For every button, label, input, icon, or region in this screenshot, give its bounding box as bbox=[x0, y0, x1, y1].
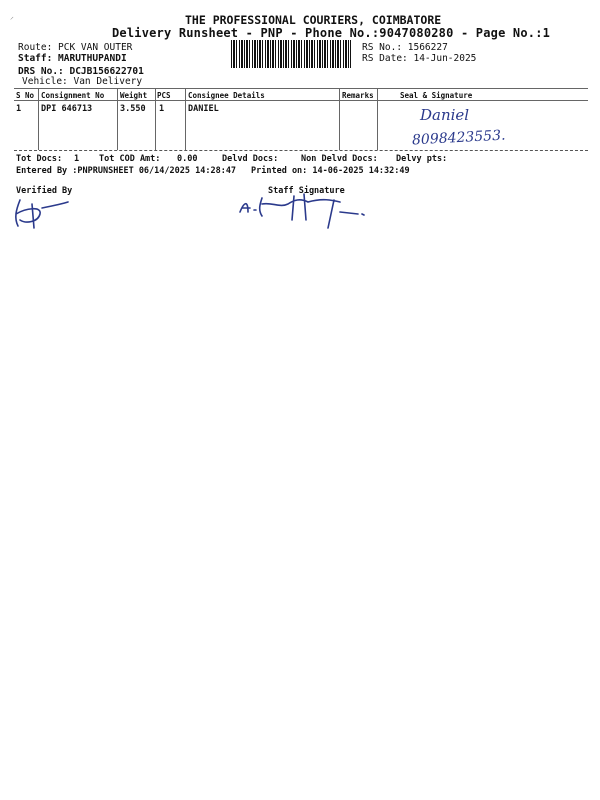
staff-label: Staff: MARUTHUPANDI bbox=[18, 53, 127, 64]
col-divider bbox=[155, 88, 156, 150]
row-consignment: DPI 646713 bbox=[41, 104, 93, 114]
header-pcs: PCS bbox=[157, 91, 171, 100]
verified-by-label: Verified By bbox=[16, 186, 73, 196]
header-weight: Weight bbox=[120, 91, 148, 100]
drs-number: DRS No.: DCJB156622701 bbox=[18, 66, 144, 77]
row-consignee: DANIEL bbox=[188, 104, 219, 114]
tot-cod-label: Tot COD Amt: bbox=[99, 154, 161, 164]
rs-date: RS Date: 14-Jun-2025 bbox=[362, 53, 477, 64]
col-divider bbox=[339, 88, 340, 150]
vehicle-label: Vehicle: Van Delivery bbox=[22, 76, 143, 87]
stray-mark: ⸝ bbox=[10, 12, 14, 21]
header-seal: Seal & Signature bbox=[400, 91, 473, 100]
entered-by: Entered By :PNPRUNSHEET 06/14/2025 14:28:47 bbox=[16, 166, 237, 176]
col-divider bbox=[38, 88, 39, 150]
printed-on: Printed on: 14-06-2025 14:32:49 bbox=[251, 166, 410, 176]
col-divider bbox=[185, 88, 186, 150]
handwritten-phone: 8098423553. bbox=[411, 127, 506, 149]
rs-number: RS No.: 1566227 bbox=[362, 42, 448, 53]
row-weight: 3.550 bbox=[120, 104, 146, 114]
staff-signature bbox=[236, 190, 376, 235]
barcode bbox=[231, 40, 351, 68]
runsheet-title: Delivery Runsheet - PNP - Phone No.:9047080280 - Page No.:1 bbox=[112, 26, 551, 40]
tot-cod-value: 0.00 bbox=[177, 154, 198, 164]
row-sno: 1 bbox=[16, 104, 22, 114]
verified-signature bbox=[12, 196, 82, 236]
col-divider bbox=[117, 88, 118, 150]
table-header-line bbox=[14, 100, 588, 101]
header-sno: S No bbox=[16, 91, 35, 100]
delvy-pts: Delvy pts: bbox=[396, 154, 448, 164]
tot-docs-label: Tot Docs: bbox=[16, 154, 63, 164]
table-top-line bbox=[14, 88, 588, 89]
header-consignee: Consignee Details bbox=[188, 91, 265, 100]
header-remarks: Remarks bbox=[342, 91, 374, 100]
company-title: THE PROFESSIONAL COURIERS, COIMBATORE bbox=[185, 13, 442, 27]
non-delvd-docs: Non Delvd Docs: bbox=[301, 154, 378, 164]
route-label: Route: PCK VAN OUTER bbox=[18, 42, 133, 53]
delvd-docs: Delvd Docs: bbox=[222, 154, 279, 164]
header-consignment: Consignment No bbox=[41, 91, 105, 100]
handwritten-name: Daniel bbox=[420, 106, 470, 124]
row-pcs: 1 bbox=[159, 104, 165, 114]
tot-docs-value: 1 bbox=[74, 154, 80, 164]
table-bottom-line bbox=[14, 150, 588, 151]
staff-signature-label: Staff Signature bbox=[268, 186, 345, 196]
col-divider bbox=[377, 88, 378, 150]
